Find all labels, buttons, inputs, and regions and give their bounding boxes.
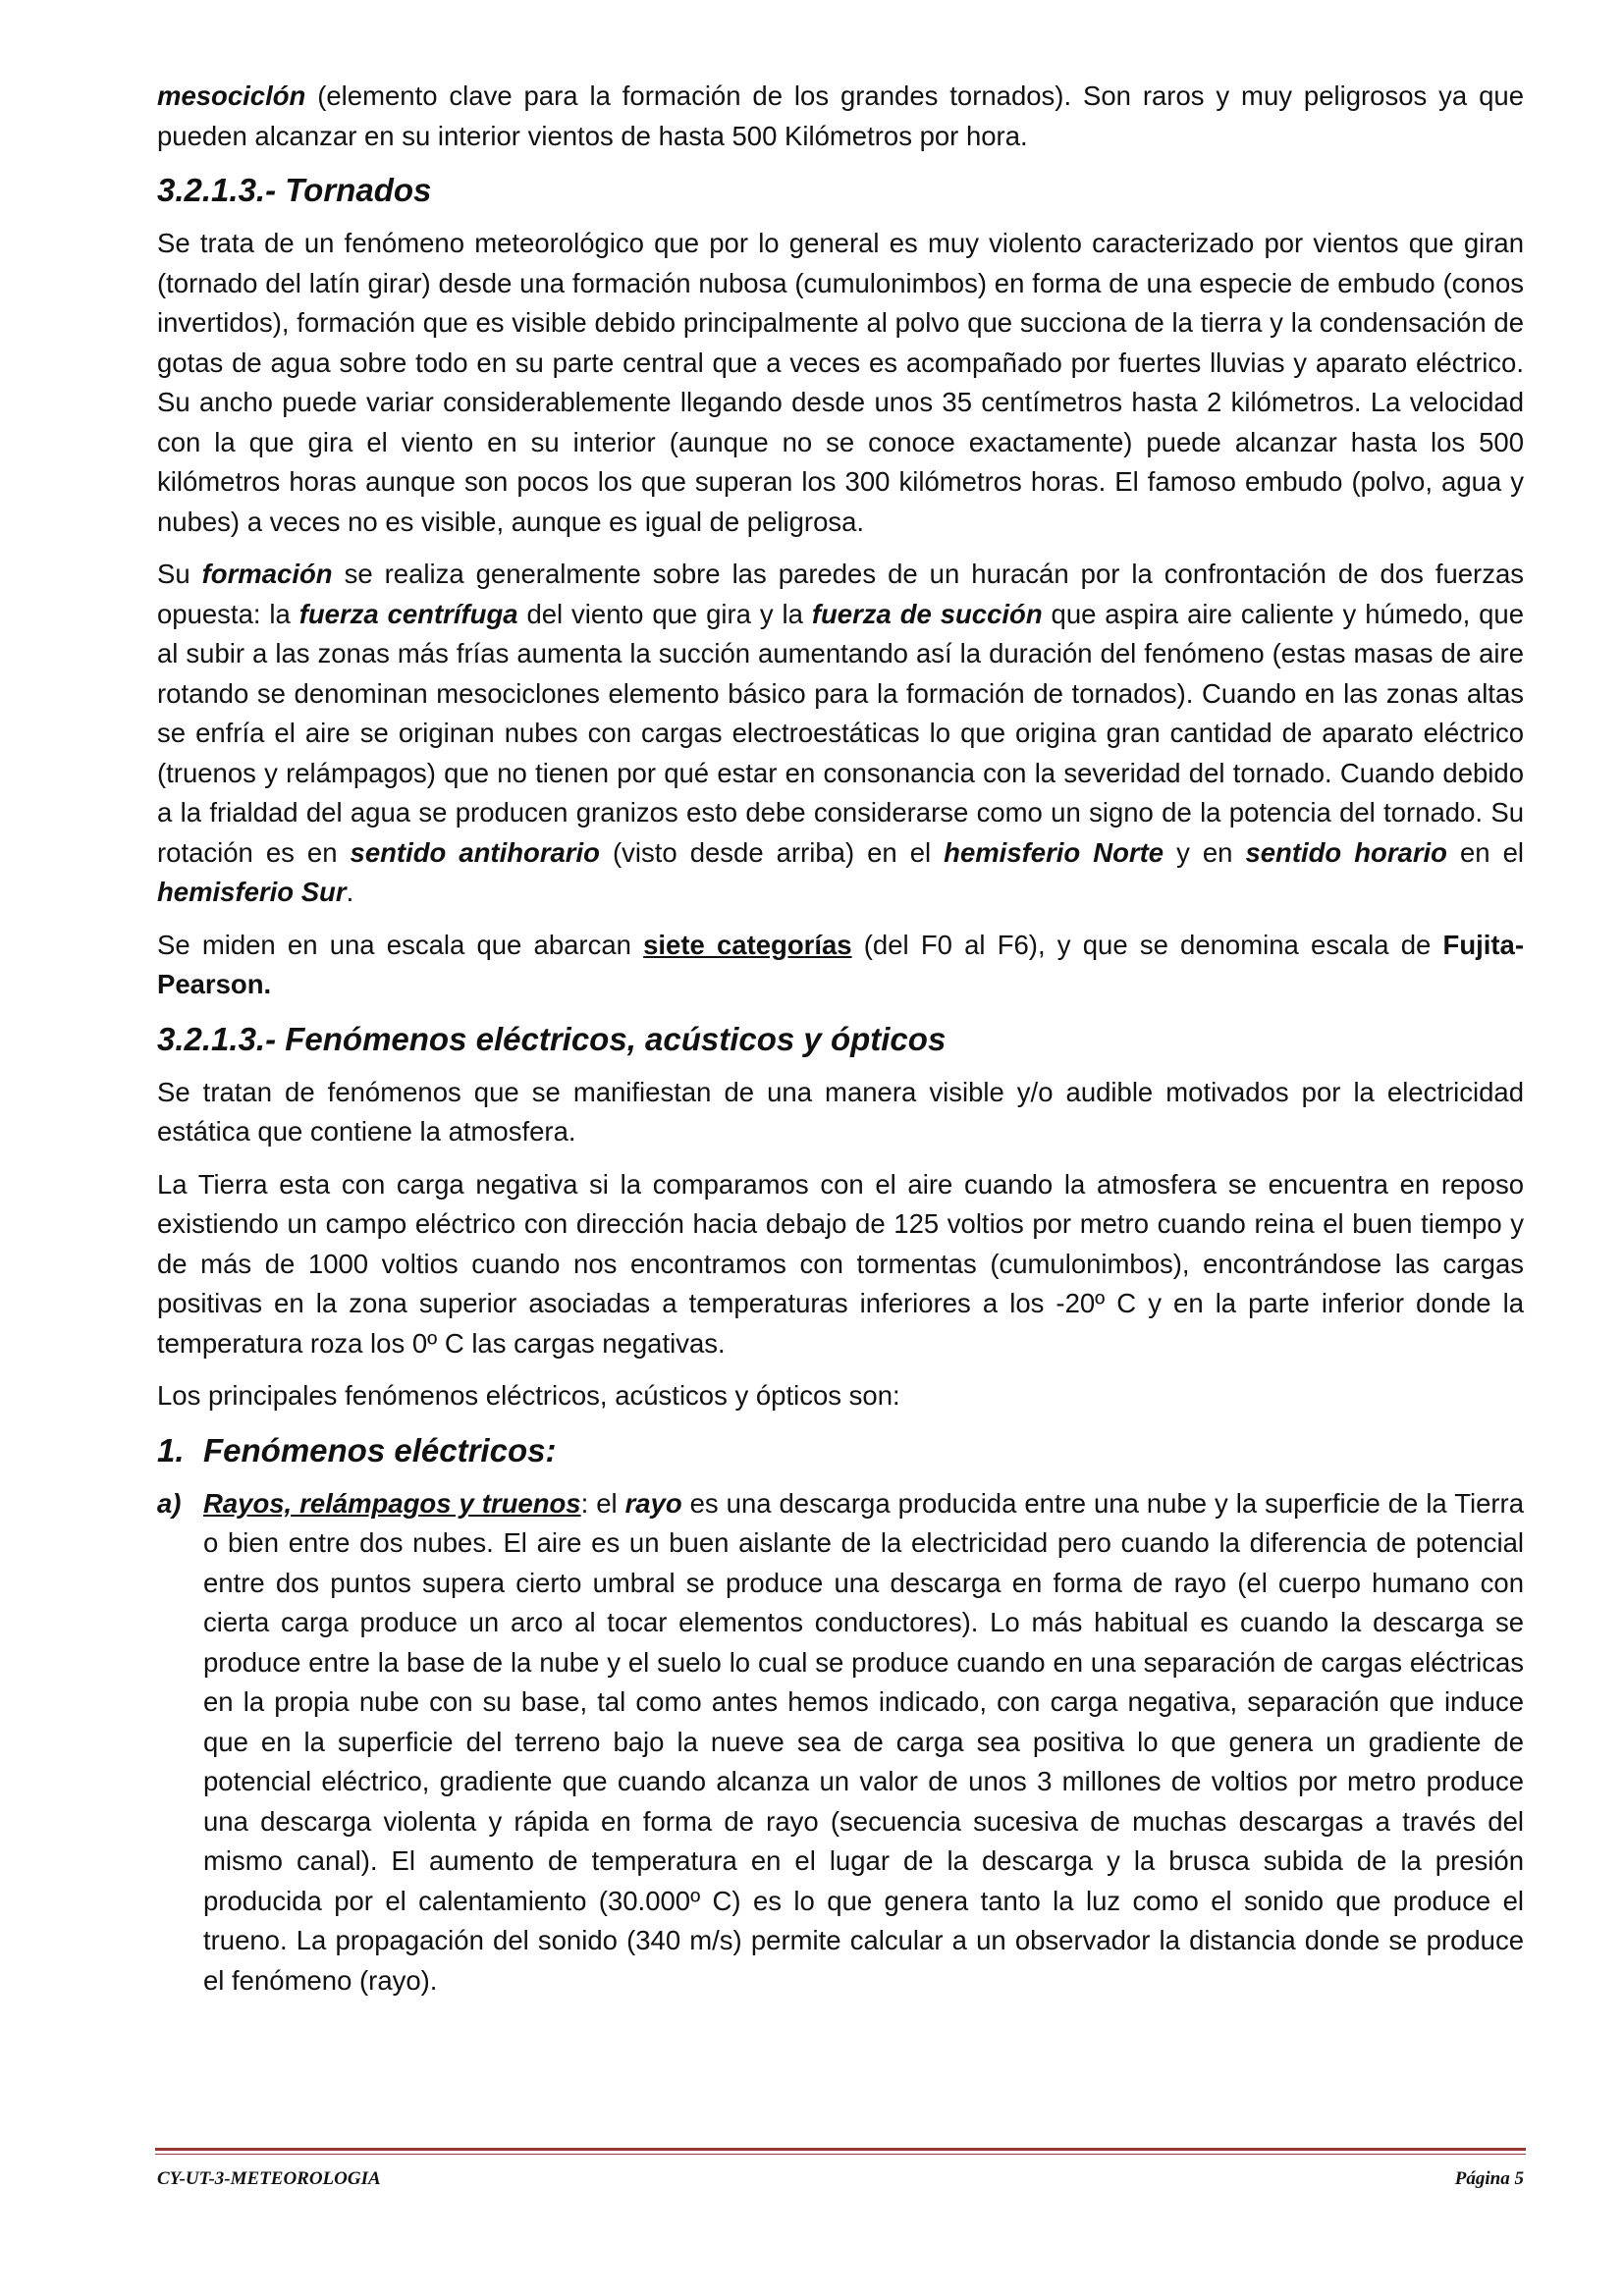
term-sentido-antihorario: sentido antihorario <box>350 836 600 868</box>
term-mesociclon: mesociclón <box>157 80 306 111</box>
text: que aspira aire caliente y húmedo, que al subir a las zonas más frías aumenta la succión aumentando así la duración del fenómeno (estas masas de aire rotando se denominan mesociclones elemento básico para la formación de tornados). Cuando en las zonas altas se enfría el aire se originan nubes con cargas electroestáticas lo que origina gran cantidad de aparato eléctrico (truenos y relámpagos) que no tienen por qué estar en consonancia con la severidad del tornado. Cuando debido a la frialdad del agua se producen granizos esto debe considerarse como un signo de la potencia del tornado. Su rotación es en <box>157 598 1524 868</box>
paragraph-tierra-carga: La Tierra esta con carga negativa si la comparamos con el aire cuando la atmosfera se encuentra en reposo existiendo un campo eléctrico con dirección hacia debajo de 125 voltios por metro cuando reina el buen tiempo y de más de 1000 voltios cuando nos encontramos con tormentas (cumulonimbos), encontrándose las cargas positivas en la zona superior asociadas a temperaturas inferiores a los -20º C y en la parte inferior donde la temperatura roza los 0º C las cargas negativas. <box>157 1168 1524 1359</box>
heading-fenomenos-electricos <box>157 1429 1524 1472</box>
heading-fenomenos: 3.2.1.3.- Fenómenos eléctricos, acústicos y ópticos <box>157 1020 947 1057</box>
heading-tornados: 3.2.1.3.- Tornados <box>157 172 432 208</box>
heading-number: 1. <box>157 1431 185 1468</box>
text: Su <box>157 559 202 589</box>
heading-text: Fenómenos eléctricos: <box>203 1431 557 1468</box>
text: . <box>346 877 354 907</box>
footer-divider <box>155 2148 1526 2155</box>
text: se realiza generalmente sobre las paredes de un huracán por la confrontación de dos fuerzas opuesta: la <box>157 559 1524 629</box>
text: (visto desde arriba) en el <box>599 836 945 868</box>
term-sentido-horario: sentido horario <box>1245 836 1447 868</box>
document-page <box>157 77 1524 2001</box>
term-rayos-relampagos-truenos: Rayos, relámpagos y truenos <box>203 1487 581 1519</box>
paragraph-fenomenos-intro: Se tratan de fenómenos que se manifiestan de una manera visible y/o audible motivados por la electricidad estática que contiene la atmosfera. <box>157 1076 1524 1147</box>
term-hemisferio-norte: hemisferio Norte <box>944 836 1164 868</box>
term-fuerza-succion: fuerza de succión <box>811 598 1043 629</box>
text: : el <box>580 1487 625 1519</box>
text: Se miden en una escala que abarcan <box>157 929 644 960</box>
term-hemisferio-sur: hemisferio Sur <box>157 877 347 907</box>
term-rayo: rayo <box>624 1487 682 1519</box>
footer-page-number: Página 5 <box>1454 2168 1524 2189</box>
text: y en <box>1164 836 1246 868</box>
term-fuerza-centrifuga: fuerza centrífuga <box>298 598 518 629</box>
footer-document-code: CY-UT-3-METEOROLOGIA <box>157 2168 381 2189</box>
term-formacion: formación <box>201 559 333 589</box>
text: en el <box>1446 836 1524 868</box>
paragraph-tornados-definition: Se trata de un fenómeno meteorológico que por lo general es muy violento caracterizado por vientos que giran (tornado del latín girar) desde una formación nubosa (cumulonimbos) en forma de una especie de embudo (conos invertidos), formación que es visible debido principalmente al polvo que succiona de la tierra y la condensación de gotas de agua sobre todo en su parte central que a veces es acompañado por fuertes lluvias y aparato eléctrico. Su ancho puede variar considerablemente llegando desde unos 35 centímetros hasta 2 kilómetros. La velocidad con la que gira el viento en su interior (aunque no se conoce exactamente) puede alcanzar hasta los 500 kilómetros horas aunque son pocos los que superan los 300 kilómetros horas. El famoso embudo (polvo, agua y nubes) a veces no es visible, aunque es igual de peligrosa. <box>157 228 1524 537</box>
term-fujita-pearson: Fujita-Pearson. <box>157 929 1525 999</box>
text: es una descarga producida entre una nube y la superficie de la Tierra o bien entre dos nubes. El aire es un buen aislante de la electricidad pero cuando la diferencia de potencial entre dos puntos supera cierto umbral se produce una descarga en forma de rayo (el cuerpo humano con cierta carga produce un arco al tocar elementos conductores). Lo más habitual es cuando la descarga se produce entre la base de la nube y el suelo lo cual se produce cuando en una separación de cargas eléctricas en la propia nube con su base, tal como antes hemos indicado, con carga negativa, separación que induce que en la superficie del terreno bajo la nueve sea de carga sea positiva lo que genera un gradiente de potencial eléctrico, gradiente que cuando alcanza un valor de unos 3 millones de voltios por metro produce una descarga violenta y rápida en forma de rayo (secuencia sucesiva de muchas descargas a través del mismo canal). El aumento de temperatura en el lugar de la descarga y la brusca subida de la presión producida por el calentamiento (30.000º C) es lo que genera tanto la luz como el sonido que produce el trueno. La propagación del sonido (340 m/s) permite calcular a un observador la distancia donde se produce el fenómeno (rayo). <box>203 1487 1524 1996</box>
list-marker: a) <box>157 1487 182 1519</box>
term-siete-categorias: siete categorías <box>643 929 852 960</box>
list-item-rayos <box>157 1484 1524 2002</box>
paragraph-text: (elemento clave para la formación de los grandes tornados). Son raros y muy peligrosos ya que pueden alcanzar en su interior vientos de hasta 500 Kilómetros por hora. <box>157 80 1524 151</box>
paragraph-mesociclon <box>157 77 1524 156</box>
list-item-content <box>203 1484 1524 2002</box>
paragraph-tornados-formation <box>157 555 1524 913</box>
text: (del F0 al F6), y que se denomina escala de <box>851 929 1443 960</box>
paragraph-principales: Los principales fenómenos eléctricos, acústicos y ópticos son: <box>157 1380 900 1411</box>
text: del viento que gira y la <box>517 598 812 629</box>
paragraph-scale <box>157 926 1524 1005</box>
